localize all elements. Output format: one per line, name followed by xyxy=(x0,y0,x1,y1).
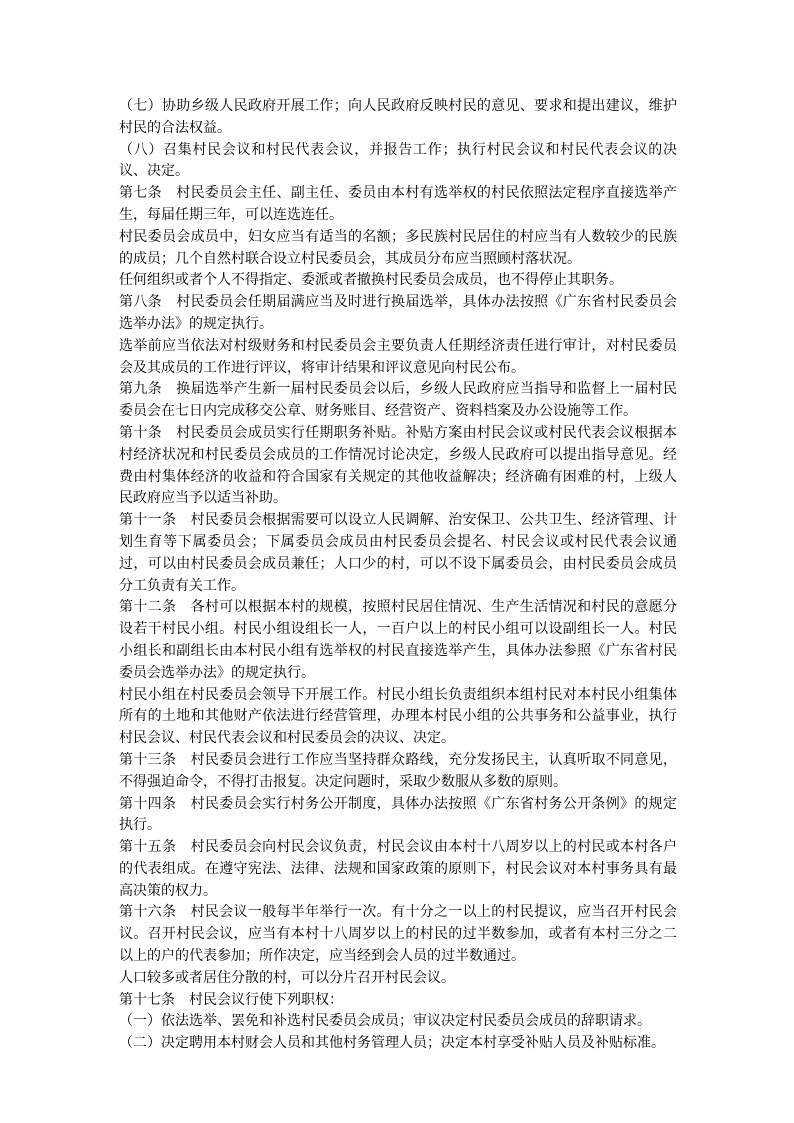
paragraph-item-7: （七）协助乡级人民政府开展工作；向人民政府反映村民的意见、要求和提出建议，维护村民的合法权益。 xyxy=(119,98,677,136)
article-11: 第十一条 村民委员会根据需要可以设立人民调解、治安保卫、公共卫生、经济管理、计划生育等下属委员会；下属委员会成员由村民委员会提名、村民会议或村民代表会议通过，可以由村民委员会成员兼任；人口少的村，可以不设下属委员会，由村民委员会成员分工负责有关工作。 xyxy=(119,512,677,594)
article-7-para-2: 村民委员会成员中，妇女应当有适当的名额；多民族村民居住的村应当有人数较少的民族的成员；几个自然村联合设立村民委员会，其成员分布应当照顾村落状况。 xyxy=(119,228,677,267)
document-page xyxy=(119,96,677,1055)
article-12-para-2: 村民小组在村民委员会领导下开展工作。村民小组长负责组织本组村民对本村民小组集体所有的土地和其他财产依法进行经营管理，办理本村民小组的公共事务和公益事业，执行村民会议、村民代表会议和村民委员会的决议、决定。 xyxy=(119,686,677,747)
article-7: 第七条 村民委员会主任、副主任、委员由本村有选举权的村民依照法定程序直接选举产生，每届任期三年，可以连选连任。 xyxy=(119,185,677,223)
article-17-item-2: （二）决定聘用本村财会人员和其他村务管理人员；决定本村享受补贴人员及补贴标准。 xyxy=(119,1035,665,1052)
article-16-para-2: 人口较多或者居住分散的村，可以分片召开村民会议。 xyxy=(119,969,455,986)
article-15: 第十五条 村民委员会向村民会议负责，村民会议由本村十八周岁以上的村民或本村各户的代表组成。在遵守宪法、法律、法规和国家政策的原则下，村民会议对本村事务具有最高决策的权力。 xyxy=(119,839,677,899)
article-12: 第十二条 各村可以根据本村的规模，按照村民居住情况、生产生活情况和村民的意愿分设若干村民小组。村民小组设组长一人，一百户以上的村民小组可以设副组长一人。村民小组长和副组长由本村民小组有选举权的村民直接选举产生，具体办法参照《广东省村民委员会选举办法》的规定执行。 xyxy=(119,599,677,681)
article-7-para-3: 任何组织或者个人不得指定、委派或者撤换村民委员会成员，也不得停止其职务。 xyxy=(119,272,623,289)
article-13: 第十三条 村民委员会进行工作应当坚持群众路线，充分发扬民主，认真听取不同意见，不得强迫命令，不得打击报复。决定问题时，采取少数服从多数的原则。 xyxy=(119,751,677,790)
article-14: 第十四条 村民委员会实行村务公开制度，具体办法按照《广东省村务公开条例》的规定执行。 xyxy=(119,795,677,834)
paragraph-item-8: （八）召集村民会议和村民代表会议，并报告工作；执行村民会议和村民代表会议的决议、决定。 xyxy=(119,141,677,180)
article-17-item-1: （一）依法选举、罢免和补选村民委员会成员；审议决定村民委员会成员的辞职请求。 xyxy=(119,1013,651,1030)
article-10: 第十条 村民委员会成员实行任期职务补贴。补贴方案由村民会议或村民代表会议根据本村经济状况和村民委员会成员的工作情况讨论决定，乡级人民政府可以提出指导意见。经费由村集体经济的收益和符合国家有关规定的其他收益解决；经济确有困难的村，上级人民政府应当予以适当补助。 xyxy=(119,424,677,507)
article-8-para-2: 选举前应当依法对村级财务和村民委员会主要负责人任期经济责任进行审计，对村民委员会及其成员的工作进行评议，将审计结果和评议意见向村民公布。 xyxy=(119,337,677,376)
article-9: 第九条 换届选举产生新一届村民委员会以后，乡级人民政府应当指导和监督上一届村民委员会在七日内完成移交公章、财务账目、经营资产、资料档案及办公设施等工作。 xyxy=(119,381,677,420)
article-8: 第八条 村民委员会任期届满应当及时进行换届选举，具体办法按照《广东省村民委员会选举办法》的规定执行。 xyxy=(119,294,677,332)
article-17: 第十七条 村民会议行使下列职权： xyxy=(119,991,343,1008)
article-16: 第十六条 村民会议一般每半年举行一次。有十分之一以上的村民提议，应当召开村民会议。召开村民会议，应当有本村十八周岁以上的村民的过半数参加，或者有本村三分之二以上的户的代表参加；所作决定，应当经到会人员的过半数通过。 xyxy=(119,904,677,965)
